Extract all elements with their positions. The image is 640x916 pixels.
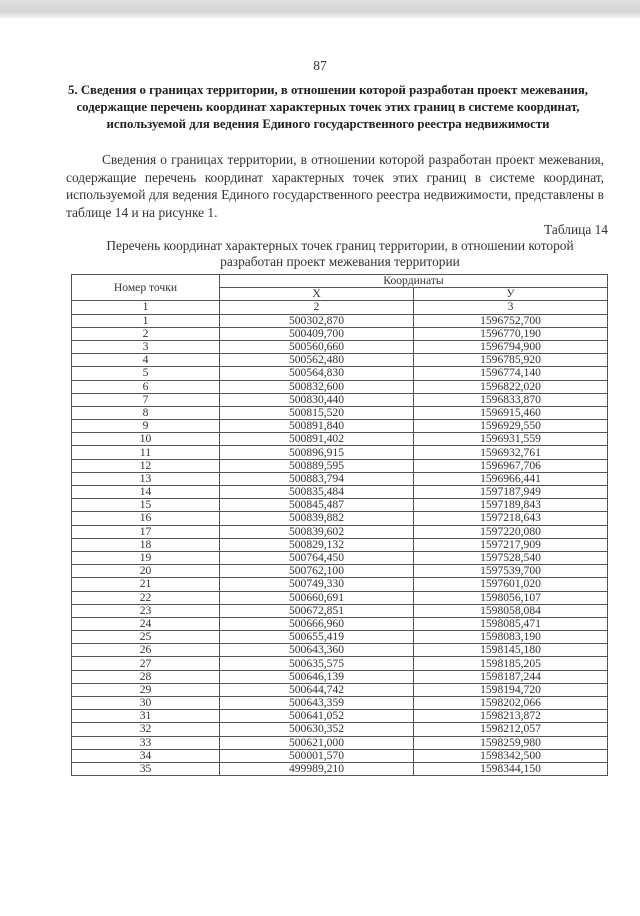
y-coordinate-cell: 1596822,020 bbox=[414, 380, 608, 393]
table-row bbox=[72, 578, 608, 591]
page-number: 87 bbox=[313, 58, 327, 73]
point-number-cell: 22 bbox=[72, 591, 220, 604]
table-row bbox=[72, 512, 608, 525]
point-number-cell: 5 bbox=[72, 367, 220, 380]
y-coordinate-cell: 1596774,140 bbox=[414, 367, 608, 380]
header-y: У bbox=[414, 288, 608, 301]
table-body bbox=[72, 314, 608, 776]
x-coordinate-cell: 500630,352 bbox=[220, 723, 414, 736]
point-number-cell: 10 bbox=[72, 433, 220, 446]
x-coordinate-cell: 500643,359 bbox=[220, 697, 414, 710]
y-coordinate-cell: 1597187,949 bbox=[414, 486, 608, 499]
y-coordinate-cell: 1598085,471 bbox=[414, 617, 608, 630]
table-row bbox=[72, 433, 608, 446]
y-coordinate-cell: 1598344,150 bbox=[414, 762, 608, 775]
x-coordinate-cell: 500660,691 bbox=[220, 591, 414, 604]
point-number-cell: 13 bbox=[72, 472, 220, 485]
point-number-cell: 8 bbox=[72, 406, 220, 419]
y-coordinate-cell: 1598187,244 bbox=[414, 670, 608, 683]
point-number-cell: 34 bbox=[72, 749, 220, 762]
x-coordinate-cell: 500562,480 bbox=[220, 354, 414, 367]
point-number-cell: 12 bbox=[72, 459, 220, 472]
y-coordinate-cell: 1598212,057 bbox=[414, 723, 608, 736]
x-coordinate-cell: 500749,330 bbox=[220, 578, 414, 591]
point-number-cell: 6 bbox=[72, 380, 220, 393]
table-label: Таблица 14 bbox=[544, 222, 608, 237]
y-coordinate-cell: 1598058,084 bbox=[414, 604, 608, 617]
table-row bbox=[72, 617, 608, 630]
table-row bbox=[72, 420, 608, 433]
x-coordinate-cell: 499989,210 bbox=[220, 762, 414, 775]
table-row bbox=[72, 644, 608, 657]
y-coordinate-cell: 1598194,720 bbox=[414, 683, 608, 696]
y-coordinate-cell: 1596966,441 bbox=[414, 472, 608, 485]
table-row bbox=[72, 762, 608, 775]
point-number-cell: 30 bbox=[72, 697, 220, 710]
x-coordinate-cell: 500666,960 bbox=[220, 617, 414, 630]
point-number-cell: 24 bbox=[72, 617, 220, 630]
table-row bbox=[72, 565, 608, 578]
x-coordinate-cell: 500845,487 bbox=[220, 499, 414, 512]
x-coordinate-cell: 500829,132 bbox=[220, 538, 414, 551]
x-coordinate-cell: 500764,450 bbox=[220, 551, 414, 564]
point-number-cell: 32 bbox=[72, 723, 220, 736]
point-number-cell: 25 bbox=[72, 631, 220, 644]
x-coordinate-cell: 500762,100 bbox=[220, 565, 414, 578]
x-coordinate-cell: 500621,000 bbox=[220, 736, 414, 749]
table-row bbox=[72, 683, 608, 696]
x-coordinate-cell: 500635,575 bbox=[220, 657, 414, 670]
table-row bbox=[72, 710, 608, 723]
y-coordinate-cell: 1598259,980 bbox=[414, 736, 608, 749]
y-coordinate-cell: 1598083,190 bbox=[414, 631, 608, 644]
coordinates-table bbox=[71, 274, 608, 776]
table-row bbox=[72, 670, 608, 683]
table-row bbox=[72, 367, 608, 380]
x-coordinate-cell: 500839,882 bbox=[220, 512, 414, 525]
index-cell: 3 bbox=[414, 301, 608, 314]
x-coordinate-cell: 500832,600 bbox=[220, 380, 414, 393]
body-paragraph: Сведения о границах территории, в отношении которой разработан проект межевания, содержащие перечень координат характерных точек этих границ в системе координат, используемой для ведения Единого государственного реестра недвижимости, представлены в таблице 14 и на рисунке 1. bbox=[66, 152, 604, 220]
point-number-cell: 35 bbox=[72, 762, 220, 775]
y-coordinate-cell: 1596752,700 bbox=[414, 314, 608, 327]
y-coordinate-cell: 1597217,909 bbox=[414, 538, 608, 551]
y-coordinate-cell: 1596929,550 bbox=[414, 420, 608, 433]
section-heading: 5. Сведения о границах территории, в отношении которой разработан проект межевания, содержащие перечень координат характерных точек этих границ в системе координат, используемой для ведения Единого государственного реестра недвижимости bbox=[68, 83, 588, 131]
table-row bbox=[72, 486, 608, 499]
table-caption: Перечень координат характерных точек границ территории, в отношении которой разработан проект межевания территории bbox=[106, 238, 574, 269]
x-coordinate-cell: 500641,052 bbox=[220, 710, 414, 723]
x-coordinate-cell: 500835,484 bbox=[220, 486, 414, 499]
x-coordinate-cell: 500409,700 bbox=[220, 327, 414, 340]
x-coordinate-cell: 500655,419 bbox=[220, 631, 414, 644]
point-number-cell: 17 bbox=[72, 525, 220, 538]
table-row bbox=[72, 631, 608, 644]
table-row bbox=[72, 499, 608, 512]
point-number-cell: 29 bbox=[72, 683, 220, 696]
table-row bbox=[72, 459, 608, 472]
x-coordinate-cell: 500815,520 bbox=[220, 406, 414, 419]
y-coordinate-cell: 1596770,190 bbox=[414, 327, 608, 340]
y-coordinate-cell: 1596785,920 bbox=[414, 354, 608, 367]
x-coordinate-cell: 500830,440 bbox=[220, 393, 414, 406]
table-row bbox=[72, 380, 608, 393]
x-coordinate-cell: 500839,602 bbox=[220, 525, 414, 538]
table-row bbox=[72, 604, 608, 617]
point-number-cell: 33 bbox=[72, 736, 220, 749]
y-coordinate-cell: 1597218,643 bbox=[414, 512, 608, 525]
y-coordinate-cell: 1598185,205 bbox=[414, 657, 608, 670]
y-coordinate-cell: 1598342,500 bbox=[414, 749, 608, 762]
table-row bbox=[72, 327, 608, 340]
scan-edge-strip bbox=[0, 0, 640, 18]
y-coordinate-cell: 1597220,080 bbox=[414, 525, 608, 538]
x-coordinate-cell: 500672,851 bbox=[220, 604, 414, 617]
point-number-cell: 18 bbox=[72, 538, 220, 551]
point-number-cell: 2 bbox=[72, 327, 220, 340]
y-coordinate-cell: 1597539,700 bbox=[414, 565, 608, 578]
table-row bbox=[72, 736, 608, 749]
x-coordinate-cell: 500302,870 bbox=[220, 314, 414, 327]
y-coordinate-cell: 1598213,872 bbox=[414, 710, 608, 723]
point-number-cell: 9 bbox=[72, 420, 220, 433]
point-number-cell: 28 bbox=[72, 670, 220, 683]
point-number-cell: 26 bbox=[72, 644, 220, 657]
x-coordinate-cell: 500644,742 bbox=[220, 683, 414, 696]
point-number-cell: 20 bbox=[72, 565, 220, 578]
table-row bbox=[72, 446, 608, 459]
index-cell: 1 bbox=[72, 301, 220, 314]
y-coordinate-cell: 1597601,020 bbox=[414, 578, 608, 591]
point-number-cell: 23 bbox=[72, 604, 220, 617]
point-number-cell: 11 bbox=[72, 446, 220, 459]
point-number-cell: 15 bbox=[72, 499, 220, 512]
table-row bbox=[72, 591, 608, 604]
table-row bbox=[72, 393, 608, 406]
table-row bbox=[72, 406, 608, 419]
table-row bbox=[72, 314, 608, 327]
x-coordinate-cell: 500560,660 bbox=[220, 340, 414, 353]
header-point-number: Номер точки bbox=[72, 275, 220, 301]
y-coordinate-cell: 1597528,540 bbox=[414, 551, 608, 564]
table-index-row bbox=[72, 301, 608, 314]
table-header-row bbox=[72, 275, 608, 288]
table-row bbox=[72, 657, 608, 670]
point-number-cell: 1 bbox=[72, 314, 220, 327]
point-number-cell: 21 bbox=[72, 578, 220, 591]
y-coordinate-cell: 1598145,180 bbox=[414, 644, 608, 657]
y-coordinate-cell: 1596967,706 bbox=[414, 459, 608, 472]
y-coordinate-cell: 1596915,460 bbox=[414, 406, 608, 419]
point-number-cell: 31 bbox=[72, 710, 220, 723]
table-row bbox=[72, 697, 608, 710]
x-coordinate-cell: 500889,595 bbox=[220, 459, 414, 472]
table-row bbox=[72, 551, 608, 564]
point-number-cell: 3 bbox=[72, 340, 220, 353]
y-coordinate-cell: 1597189,843 bbox=[414, 499, 608, 512]
x-coordinate-cell: 500891,840 bbox=[220, 420, 414, 433]
point-number-cell: 14 bbox=[72, 486, 220, 499]
point-number-cell: 7 bbox=[72, 393, 220, 406]
index-cell: 2 bbox=[220, 301, 414, 314]
y-coordinate-cell: 1596794,900 bbox=[414, 340, 608, 353]
x-coordinate-cell: 500643,360 bbox=[220, 644, 414, 657]
point-number-cell: 27 bbox=[72, 657, 220, 670]
table-row bbox=[72, 472, 608, 485]
x-coordinate-cell: 500564,830 bbox=[220, 367, 414, 380]
y-coordinate-cell: 1598202,066 bbox=[414, 697, 608, 710]
x-coordinate-cell: 500883,794 bbox=[220, 472, 414, 485]
table-row bbox=[72, 354, 608, 367]
table-row bbox=[72, 538, 608, 551]
table-row bbox=[72, 525, 608, 538]
table-row bbox=[72, 723, 608, 736]
x-coordinate-cell: 500896,915 bbox=[220, 446, 414, 459]
point-number-cell: 4 bbox=[72, 354, 220, 367]
x-coordinate-cell: 500001,570 bbox=[220, 749, 414, 762]
point-number-cell: 19 bbox=[72, 551, 220, 564]
y-coordinate-cell: 1596833,870 bbox=[414, 393, 608, 406]
y-coordinate-cell: 1596932,761 bbox=[414, 446, 608, 459]
table-row bbox=[72, 340, 608, 353]
header-x: X bbox=[220, 288, 414, 301]
x-coordinate-cell: 500646,139 bbox=[220, 670, 414, 683]
y-coordinate-cell: 1598056,107 bbox=[414, 591, 608, 604]
x-coordinate-cell: 500891,402 bbox=[220, 433, 414, 446]
y-coordinate-cell: 1596931,559 bbox=[414, 433, 608, 446]
header-coordinates: Координаты bbox=[220, 275, 608, 288]
table-row bbox=[72, 749, 608, 762]
point-number-cell: 16 bbox=[72, 512, 220, 525]
